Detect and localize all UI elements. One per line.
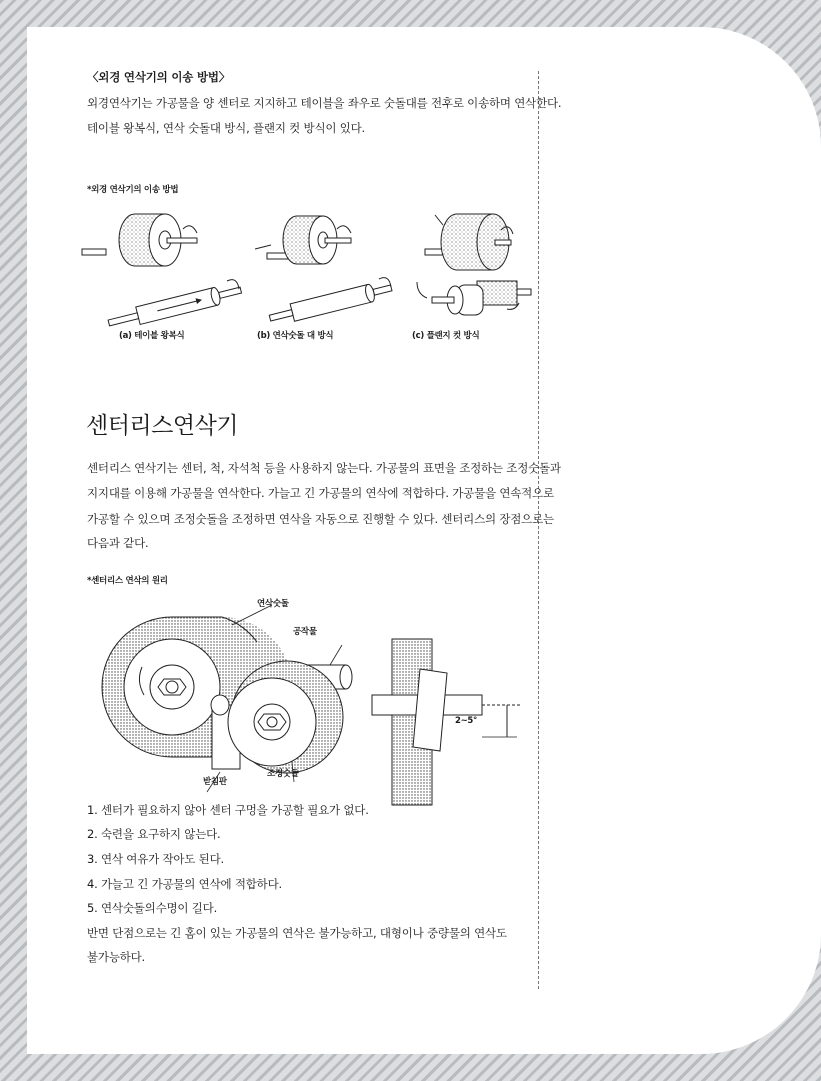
figure1-label-a: (a) 테이블 왕복식	[119, 331, 185, 341]
figure1-caption: *외경 연삭기의 이송 방법	[87, 185, 179, 195]
section1-title: 〈외경 연삭기의 이송 방법〉	[87, 70, 231, 84]
label-angle: 2~5°	[455, 716, 478, 726]
closing-line1: 반면 단점으로는 긴 홈이 있는 가공물의 연삭은 불가능하고, 대형이나 중량물의 연삭도	[87, 926, 507, 940]
list-item-3: 3. 연삭 여유가 작아도 된다.	[87, 852, 224, 866]
list-item-1: 1. 센터가 필요하지 않아 센터 구멍을 가공할 필요가 없다.	[87, 803, 369, 817]
table-reciprocating-diagram	[82, 214, 243, 332]
figure1-diagram	[87, 197, 517, 347]
section1-line1: 외경연삭기는 가공물을 양 센터로 지지하고 테이블을 좌우로 숫돌대를 전후로 이송하며 연삭한다.	[87, 96, 562, 110]
section2-para-line3: 가공할 수 있으며 조정숫돌을 조정하면 연삭을 자동으로 진행할 수 있다. 센터리스의 장점으로는	[87, 512, 554, 526]
list-item-2: 2. 숙련을 요구하지 않는다.	[87, 827, 221, 841]
label-regulating-wheel: 조정숫돌	[267, 769, 299, 779]
section2-para-line1: 센터리스 연삭기는 센터, 척, 자석척 등을 사용하지 않는다. 가공물의 표면을 조정하는 조정숫돌과	[87, 461, 561, 475]
section2-heading: 센터리스연삭기	[86, 413, 239, 439]
figure1-label-c: (c) 플랜지 컷 방식	[412, 331, 480, 341]
plunge-cut-diagram	[417, 214, 531, 315]
list-item-4: 4. 가늘고 긴 가공물의 연삭에 적합하다.	[87, 877, 282, 891]
side-view	[372, 639, 522, 805]
label-rest-blade: 받침판	[203, 777, 227, 787]
margin-divider	[538, 71, 539, 989]
document-page	[27, 27, 821, 1054]
grinding-wheel-feed-diagram	[255, 216, 393, 327]
label-workpiece: 공작물	[293, 627, 317, 637]
section2-para-line2: 지지대를 이용해 가공물을 연삭한다. 가늘고 긴 가공물의 연삭에 적합하다. 가공물을 연속적으로	[87, 486, 554, 500]
label-grinding-wheel: 연삭숫돌	[257, 599, 289, 609]
figure1-label-b: (b) 연삭숫돌 대 방식	[257, 331, 334, 341]
closing-line2: 불가능하다.	[87, 950, 145, 964]
section1-line2: 테이블 왕복식, 연삭 숫돌대 방식, 플랜지 컷 방식이 있다.	[87, 121, 366, 135]
section2-para-line4: 다음과 같다.	[87, 536, 149, 550]
list-item-5: 5. 연삭숫돌의수명이 길다.	[87, 901, 218, 915]
figure2-caption: *센터리스 연삭의 원리	[87, 576, 168, 586]
figure2-diagram	[102, 587, 522, 787]
